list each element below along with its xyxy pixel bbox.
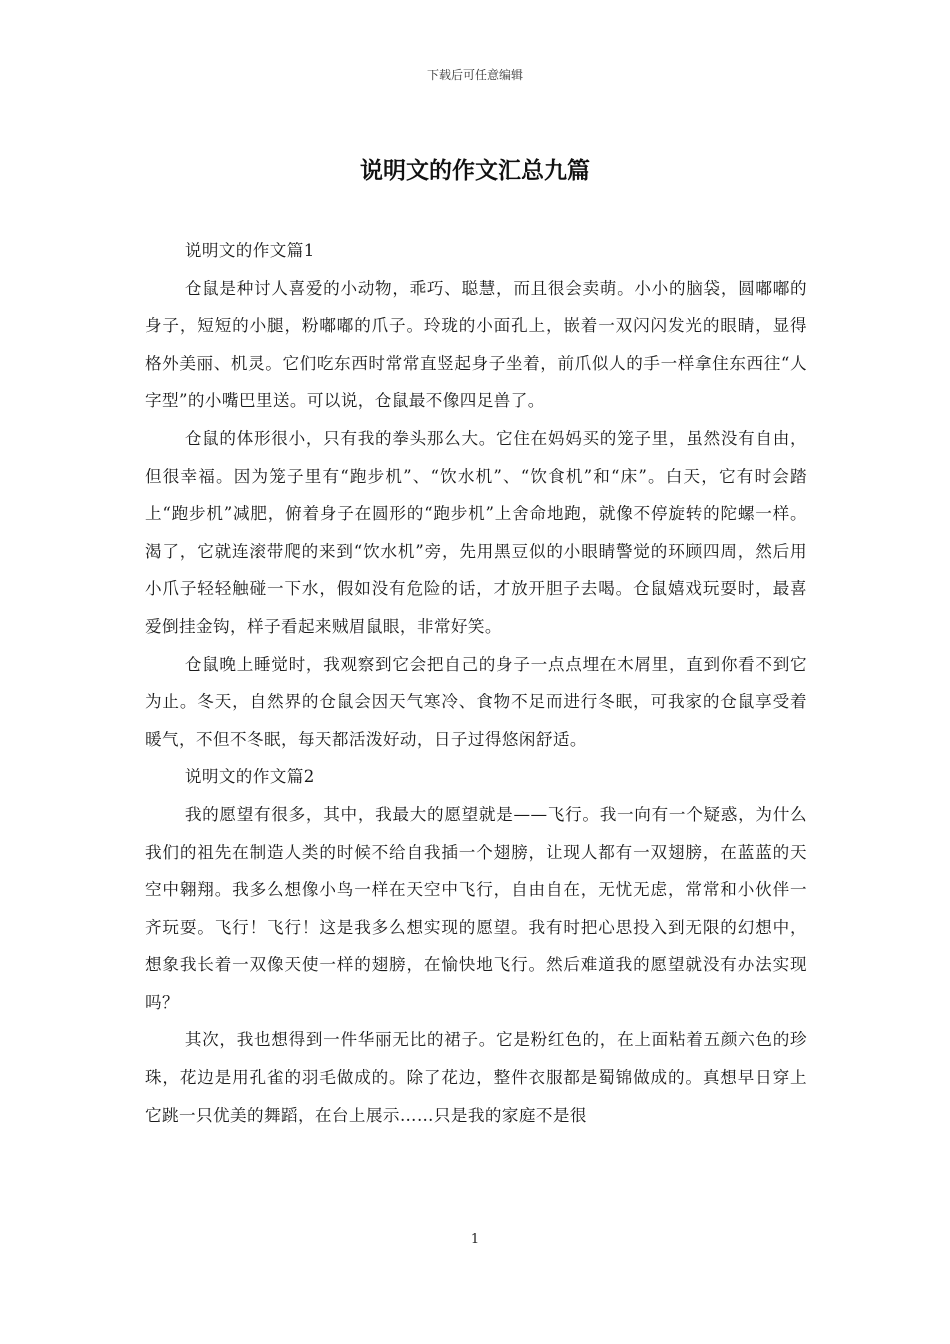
section-1-paragraph-2: 仓鼠的体形很小，只有我的拳头那么大。它住在妈妈买的笼子里，虽然没有自由，但很幸福。因为笼子里有“跑步机”、“饮水机”、“饮食机”和“床”。白天，它有时会踏上“跑步机”减肥，俯着身子在圆形的“跑步机”上舍命地跑，就像不停旋转的陀螺一样。渴了，它就连滚带爬的来到“饮水机”旁，先用黑豆似的小眼睛警觉的环顾四周，然后用小爪子轻轻触碰一下水，假如没有危险的话，才放开胆子去喝。仓鼠嬉戏玩耍时，最喜爱倒挂金钩，样子看起来贼眉鼠眼，非常好笑。 <box>145 428 807 636</box>
section-1-paragraph-1: 仓鼠是种讨人喜爱的小动物，乖巧、聪慧，而且很会卖萌。小小的脑袋，圆嘟嘟的身子，短短的小腿，粉嘟嘟的爪子。玲珑的小面孔上，嵌着一双闪闪发光的眼睛，显得格外美丽、机灵。它们吃东西时常常直竖起身子坐着，前爪似人的手一样拿住东西往“人字型”的小嘴巴里送。可以说，仓鼠最不像四足兽了。 <box>145 278 807 411</box>
section-2-paragraph-1: 我的愿望有很多，其中，我最大的愿望就是——飞行。我一向有一个疑惑，为什么我们的祖先在制造人类的时候不给自我插一个翅膀，让现人都有一双翅膀，在蓝蓝的天空中翱翔。我多么想像小鸟一样在天空中飞行，自由自在，无忧无虑，常常和小伙伴一齐玩耍。飞行！飞行！这是我多么想实现的愿望。我有时把心思投入到无限的幻想中，想象我长着一双像天使一样的翅膀，在愉快地飞行。然后难道我的愿望就没有办法实现吗？ <box>145 804 807 1012</box>
section-1-paragraph-3: 仓鼠晚上睡觉时，我观察到它会把自己的身子一点点埋在木屑里，直到你看不到它为止。冬天，自然界的仓鼠会因天气寒冷、食物不足而进行冬眠，可我家的仓鼠享受着暖气，不但不冬眠，每天都活泼好动，日子过得悠闲舒适。 <box>145 654 807 749</box>
page-header-note: 下载后可任意编辑 <box>426 68 523 82</box>
document-body <box>145 232 807 1134</box>
page-number: 1 <box>470 1232 480 1247</box>
section-heading-2: 说明文的作文篇2 <box>184 767 315 787</box>
section-2-paragraph-2: 其次，我也想得到一件华丽无比的裙子。它是粉红色的，在上面粘着五颜六色的珍珠，花边是用孔雀的羽毛做成的。除了花边，整件衣服都是蜀锦做成的。真想早日穿上它跳一只优美的舞蹈，在台上展示……只是我的家庭不是很 <box>145 1030 807 1125</box>
document-title: 说明文的作文汇总九篇 <box>360 157 590 184</box>
section-heading-1: 说明文的作文篇1 <box>184 241 315 260</box>
